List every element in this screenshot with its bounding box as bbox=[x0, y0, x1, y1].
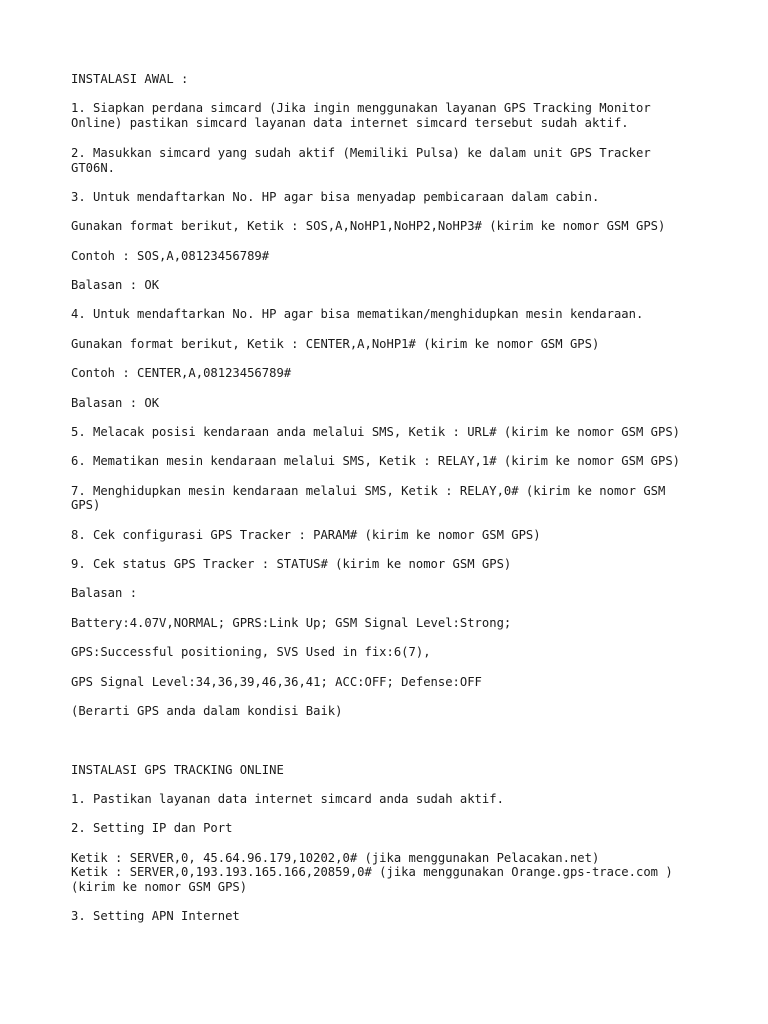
step-4: 4. Untuk mendaftarkan No. HP agar bisa mematikan/menghidupkan mesin kendaraan. bbox=[71, 307, 644, 321]
online-step-3: 3. Setting APN Internet bbox=[71, 909, 240, 923]
step-3-format: Gunakan format berikut, Ketik : SOS,A,NoHP1,NoHP2,NoHP3# (kirim ke nomor GSM GPS) bbox=[71, 219, 666, 233]
status-note: (Berarti GPS anda dalam kondisi Baik) bbox=[71, 704, 343, 718]
step-3-reply: Balasan : OK bbox=[71, 278, 160, 292]
status-reply-line-2: GPS:Successful positioning, SVS Used in fix:6(7), bbox=[71, 645, 431, 659]
step-2-line-2: GT06N. bbox=[71, 161, 116, 175]
step-4-format: Gunakan format berikut, Ketik : CENTER,A,NoHP1# (kirim ke nomor GSM GPS) bbox=[71, 337, 600, 351]
step-8: 8. Cek configurasi GPS Tracker : PARAM# (kirim ke nomor GSM GPS) bbox=[71, 528, 541, 542]
section-heading-gps-tracking-online: INSTALASI GPS TRACKING ONLINE bbox=[71, 763, 284, 777]
step-6: 6. Mematikan mesin kendaraan melalui SMS, Ketik : RELAY,1# (kirim ke nomor GSM GPS) bbox=[71, 454, 681, 468]
status-reply-line-1: Battery:4.07V,NORMAL; GPRS:Link Up; GSM Signal Level:Strong; bbox=[71, 616, 512, 630]
step-5: 5. Melacak posisi kendaraan anda melalui SMS, Ketik : URL# (kirim ke nomor GSM GPS) bbox=[71, 425, 681, 439]
step-9-reply-label: Balasan : bbox=[71, 586, 138, 600]
step-2-line-1: 2. Masukkan simcard yang sudah aktif (Memiliki Pulsa) ke dalam unit GPS Tracker bbox=[71, 146, 651, 160]
step-3-example: Contoh : SOS,A,08123456789# bbox=[71, 249, 270, 263]
online-step-2: 2. Setting IP dan Port bbox=[71, 821, 233, 835]
step-4-example: Contoh : CENTER,A,08123456789# bbox=[71, 366, 292, 380]
step-1-line-2: Online) pastikan simcard layanan data internet simcard tersebut sudah aktif. bbox=[71, 116, 629, 130]
server-command-line-2: Ketik : SERVER,0,193.193.165.166,20859,0# (jika menggunakan Orange.gps-trace.com ) bbox=[71, 865, 673, 879]
server-command-line-3: (kirim ke nomor GSM GPS) bbox=[71, 880, 248, 894]
status-reply-line-3: GPS Signal Level:34,36,39,46,36,41; ACC:OFF; Defense:OFF bbox=[71, 675, 482, 689]
step-1-line-1: 1. Siapkan perdana simcard (Jika ingin menggunakan layanan GPS Tracking Monitor bbox=[71, 101, 651, 115]
step-4-reply: Balasan : OK bbox=[71, 396, 160, 410]
section-heading-instalasi-awal: INSTALASI AWAL : bbox=[71, 72, 189, 86]
step-9: 9. Cek status GPS Tracker : STATUS# (kirim ke nomor GSM GPS) bbox=[71, 557, 512, 571]
step-3: 3. Untuk mendaftarkan No. HP agar bisa menyadap pembicaraan dalam cabin. bbox=[71, 190, 600, 204]
step-7-line-1: 7. Menghidupkan mesin kendaraan melalui SMS, Ketik : RELAY,0# (kirim ke nomor GSM bbox=[71, 484, 666, 498]
server-command-line-1: Ketik : SERVER,0, 45.64.96.179,10202,0# (jika menggunakan Pelacakan.net) bbox=[71, 851, 600, 865]
online-step-1: 1. Pastikan layanan data internet simcard anda sudah aktif. bbox=[71, 792, 504, 806]
step-7-line-2: GPS) bbox=[71, 498, 101, 512]
